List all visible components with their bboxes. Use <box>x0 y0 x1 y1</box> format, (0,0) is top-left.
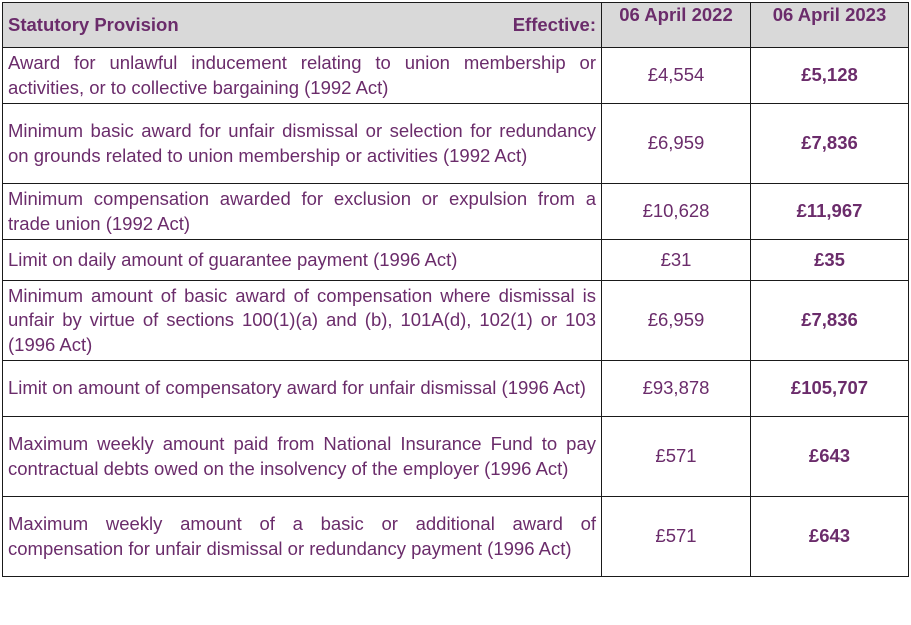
amount-2023-cell: £11,967 <box>751 184 909 240</box>
amount-2023-cell: £643 <box>751 417 909 497</box>
date-2022-header: 06 April 2022 <box>602 3 751 48</box>
table-row <box>3 417 909 497</box>
effective-label: Effective: <box>512 13 596 35</box>
amount-2022-cell: £6,959 <box>602 104 751 184</box>
table-row <box>3 104 909 184</box>
table-row <box>3 184 909 240</box>
provision-cell: Maximum weekly amount of a basic or additional award of compensation for unfair dismissal or redundancy payment (1996 Act) <box>3 497 602 577</box>
amount-2022-cell: £93,878 <box>602 361 751 417</box>
provision-cell: Award for unlawful inducement relating to union membership or activities, or to collective bargaining (1992 Act) <box>3 48 602 104</box>
table-row <box>3 281 909 361</box>
table-row <box>3 48 909 104</box>
amount-2023-cell: £643 <box>751 497 909 577</box>
provision-header: Statutory Provision <box>8 13 179 35</box>
amount-2022-cell: £10,628 <box>602 184 751 240</box>
table-row <box>3 497 909 577</box>
amount-2022-cell: £31 <box>602 240 751 281</box>
table-row <box>3 240 909 281</box>
amount-2022-cell: £6,959 <box>602 281 751 361</box>
provision-cell: Minimum basic award for unfair dismissal or selection for redundancy on grounds related to union membership or activities (1992 Act) <box>3 104 602 184</box>
amount-2022-cell: £4,554 <box>602 48 751 104</box>
statutory-rates-table <box>2 2 909 577</box>
provision-cell: Limit on daily amount of guarantee payment (1996 Act) <box>3 240 602 281</box>
amount-2023-cell: £35 <box>751 240 909 281</box>
provision-cell: Minimum amount of basic award of compensation where dismissal is unfair by virtue of sections 100(1)(a) and (b), 101A(d), 102(1) or 103 (1996 Act) <box>3 281 602 361</box>
amount-2023-cell: £105,707 <box>751 361 909 417</box>
amount-2023-cell: £7,836 <box>751 104 909 184</box>
table-row <box>3 361 909 417</box>
amount-2023-cell: £7,836 <box>751 281 909 361</box>
provision-header-cell <box>3 3 602 48</box>
amount-2022-cell: £571 <box>602 497 751 577</box>
provision-cell: Minimum compensation awarded for exclusion or expulsion from a trade union (1992 Act) <box>3 184 602 240</box>
date-2023-header: 06 April 2023 <box>751 3 909 48</box>
header-row <box>3 3 909 48</box>
amount-2022-cell: £571 <box>602 417 751 497</box>
amount-2023-cell: £5,128 <box>751 48 909 104</box>
provision-cell: Maximum weekly amount paid from National Insurance Fund to pay contractual debts owed on the insolvency of the employer (1996 Act) <box>3 417 602 497</box>
provision-cell: Limit on amount of compensatory award for unfair dismissal (1996 Act) <box>3 361 602 417</box>
